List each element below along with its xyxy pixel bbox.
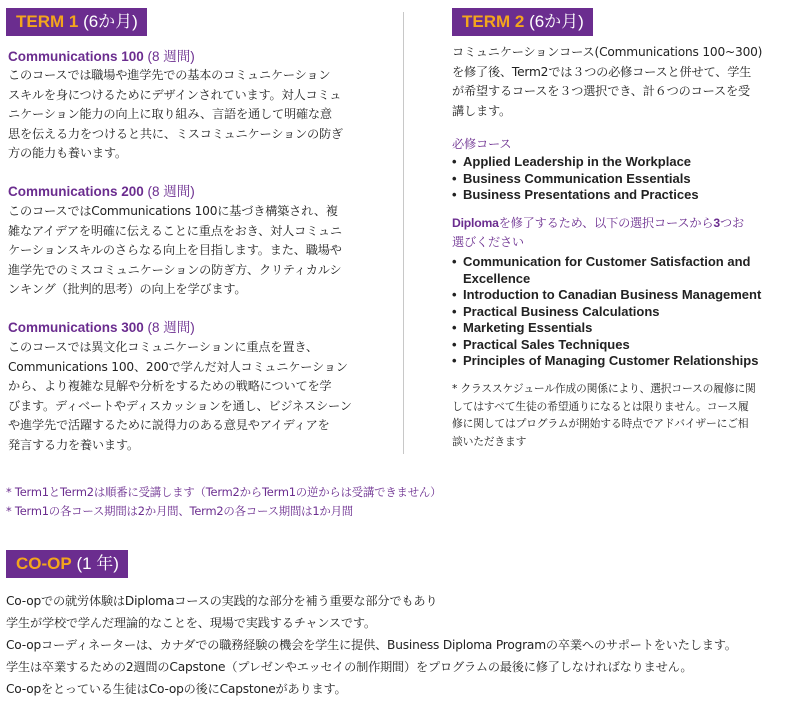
text-line: 方の能力も養います。: [8, 146, 127, 160]
text-line: 修に関してはプログラムが開始する時点でアドバイザーにご相: [452, 417, 749, 430]
column-divider: [403, 12, 404, 454]
term2-badge-label: TERM 2: [462, 12, 525, 31]
term1-badge-label: TERM 1: [16, 12, 79, 31]
elective-courses-label: [452, 214, 807, 252]
course-duration: (8 週間): [143, 184, 195, 199]
course-duration: (8 週間): [143, 320, 195, 335]
list-item: [452, 171, 807, 188]
text-line: してはすべて生徒の希望通りになるとは限りません。コース履: [452, 399, 749, 413]
term1-badge-duration: (6か月): [78, 12, 138, 31]
label-part: 選びください: [452, 235, 524, 249]
coop-badge: [6, 550, 128, 578]
text-line: を修了後、Term2では３つの必修コースと併せて、学生: [452, 64, 752, 79]
text-line: コミュニケーションコース(Communications 100~300): [452, 45, 763, 59]
coop-text-line: 学生は卒業するための2週間のCapstone（プレゼンやエッセイの制作期間）をプログラムの最後に修了しなければなりません。: [6, 660, 693, 674]
text-line: このコースではCommunications 100に基づき構築され、複: [8, 204, 338, 218]
bullet-icon: •: [452, 303, 457, 319]
course-name: Introduction to Canadian Business Management: [463, 287, 762, 302]
course-name: Business Communication Essentials: [463, 170, 691, 186]
list-item: [452, 154, 807, 171]
text-line: 講します。: [452, 103, 511, 118]
bullet-icon: •: [452, 287, 457, 302]
footnote-term-duration: * Term1の各コース期間は2か月間、Term2の各コース期間は1か月間: [6, 504, 353, 518]
list-item: [452, 254, 807, 287]
text-line: ニケーション能力の向上に取り組み、言語を通して明確な意: [8, 107, 332, 121]
list-item: [452, 337, 807, 354]
label-part: つお: [719, 216, 744, 230]
bullet-icon: •: [452, 154, 457, 169]
list-item: [452, 353, 807, 370]
course-title-comm300: [8, 316, 195, 336]
list-item: [452, 320, 807, 337]
course-duration: (8 週間): [143, 49, 195, 64]
course-name: Communications 200: [8, 184, 144, 199]
course-name: Practical Sales Techniques: [463, 336, 630, 352]
text-line: 進学先でのミスコミュニケーションの防ぎ方、クリティカルシ: [8, 262, 342, 277]
course-name: Business Presentations and Practices: [463, 187, 699, 202]
text-line: や進学先で活躍するために説得力のある意見やアイディアを: [8, 418, 330, 432]
course-title-comm200: [8, 180, 195, 200]
bullet-icon: •: [452, 353, 457, 368]
coop-badge-label: CO-OP: [16, 554, 72, 573]
bullet-icon: •: [452, 336, 457, 352]
text-line: スキルを身につけるためにデザインされています。対人コミュ: [8, 87, 342, 102]
course-title-comm100: [8, 45, 195, 65]
text-line: ケーションスキルのさらなる向上を目指します。また、職場や: [8, 243, 342, 257]
coop-text-line: Co-opでの就労体験はDiplomaコースの実践的な部分を補う重要な部分でもあり: [6, 594, 438, 608]
course-name: Communications 300: [8, 320, 144, 335]
text-line: ンキング（批判的思考）の向上を学びます。: [8, 282, 247, 296]
text-line: 発言する力を養います。: [8, 437, 139, 452]
text-line: このコースでは職場や進学先での基本のコミュニケーション: [8, 68, 331, 82]
text-line: から、より複雑な見解や分析をするための戦略についてを学: [8, 379, 332, 393]
course-name-continued: Excellence: [463, 270, 531, 286]
bullet-icon: •: [452, 320, 457, 335]
course-description-comm200: [8, 202, 388, 300]
text-line: が希望するコースを３つ選択でき、計６つのコースを受: [452, 84, 750, 98]
required-courses-label: 必修コース: [452, 137, 512, 151]
list-item: [452, 187, 807, 204]
course-name: Principles of Managing Customer Relationships: [463, 353, 759, 368]
list-item: [452, 304, 807, 321]
text-line: びます。ディベートやディスカッションを通し、ビジネスシーン: [8, 398, 352, 413]
term2-intro: [452, 43, 807, 121]
text-line: * クラススケジュール作成の関係により、選択コースの履修に関: [452, 382, 756, 395]
list-item: [452, 287, 807, 304]
elective-courses-list: [452, 254, 807, 370]
text-line: 談いただきます: [452, 434, 527, 448]
bullet-icon: •: [452, 170, 457, 186]
course-name: Applied Leadership in the Workplace: [463, 154, 692, 169]
term2-badge: [452, 8, 593, 36]
coop-text-line: 学生が学校で学んだ理論的なことを、現場で実践するチャンスです。: [6, 616, 376, 630]
label-part: を修了するため、以下の選択コースから: [498, 216, 714, 230]
coop-text-line: Co-opコーディネーターは、カナダでの職務経験の機会を学生に提供、Business Diploma Programの卒業へのサポートをいたします。: [6, 638, 737, 652]
term2-badge-duration: (6か月): [524, 12, 584, 31]
text-line: 思を伝える力をつけると共に、ミスコミュニケーションの防ぎ: [8, 126, 343, 141]
course-name: Marketing Essentials: [463, 320, 593, 335]
text-line: Communications 100、200で学んだ対人コミュニケーション: [8, 359, 348, 374]
required-courses-list: [452, 154, 807, 204]
course-name: Communication for Customer Satisfaction and: [463, 254, 751, 269]
coop-badge-duration: (1 年): [71, 554, 119, 573]
label-part: 3: [713, 216, 720, 230]
course-name: Communications 100: [8, 49, 144, 64]
text-line: このコースでは異文化コミュニケーションに重点を置き、: [8, 340, 318, 354]
label-part: Diploma: [452, 216, 499, 230]
bullet-icon: •: [452, 254, 457, 269]
elective-note: [452, 380, 807, 450]
course-name: Practical Business Calculations: [463, 303, 660, 319]
course-description-comm300: [8, 338, 388, 455]
text-line: 雑なアイデアを明確に伝えることに重点をおき、対人コミュニ: [8, 223, 342, 238]
term1-badge: [6, 8, 147, 36]
footnote-term-order: * Term1とTerm2は順番に受講します（Term2からTerm1の逆からは受講できません）: [6, 485, 442, 499]
coop-text-line: Co-opをとっている生徒はCo-opの後にCapstoneがあります。: [6, 682, 347, 696]
bullet-icon: •: [452, 187, 457, 202]
course-description-comm100: [8, 66, 388, 164]
